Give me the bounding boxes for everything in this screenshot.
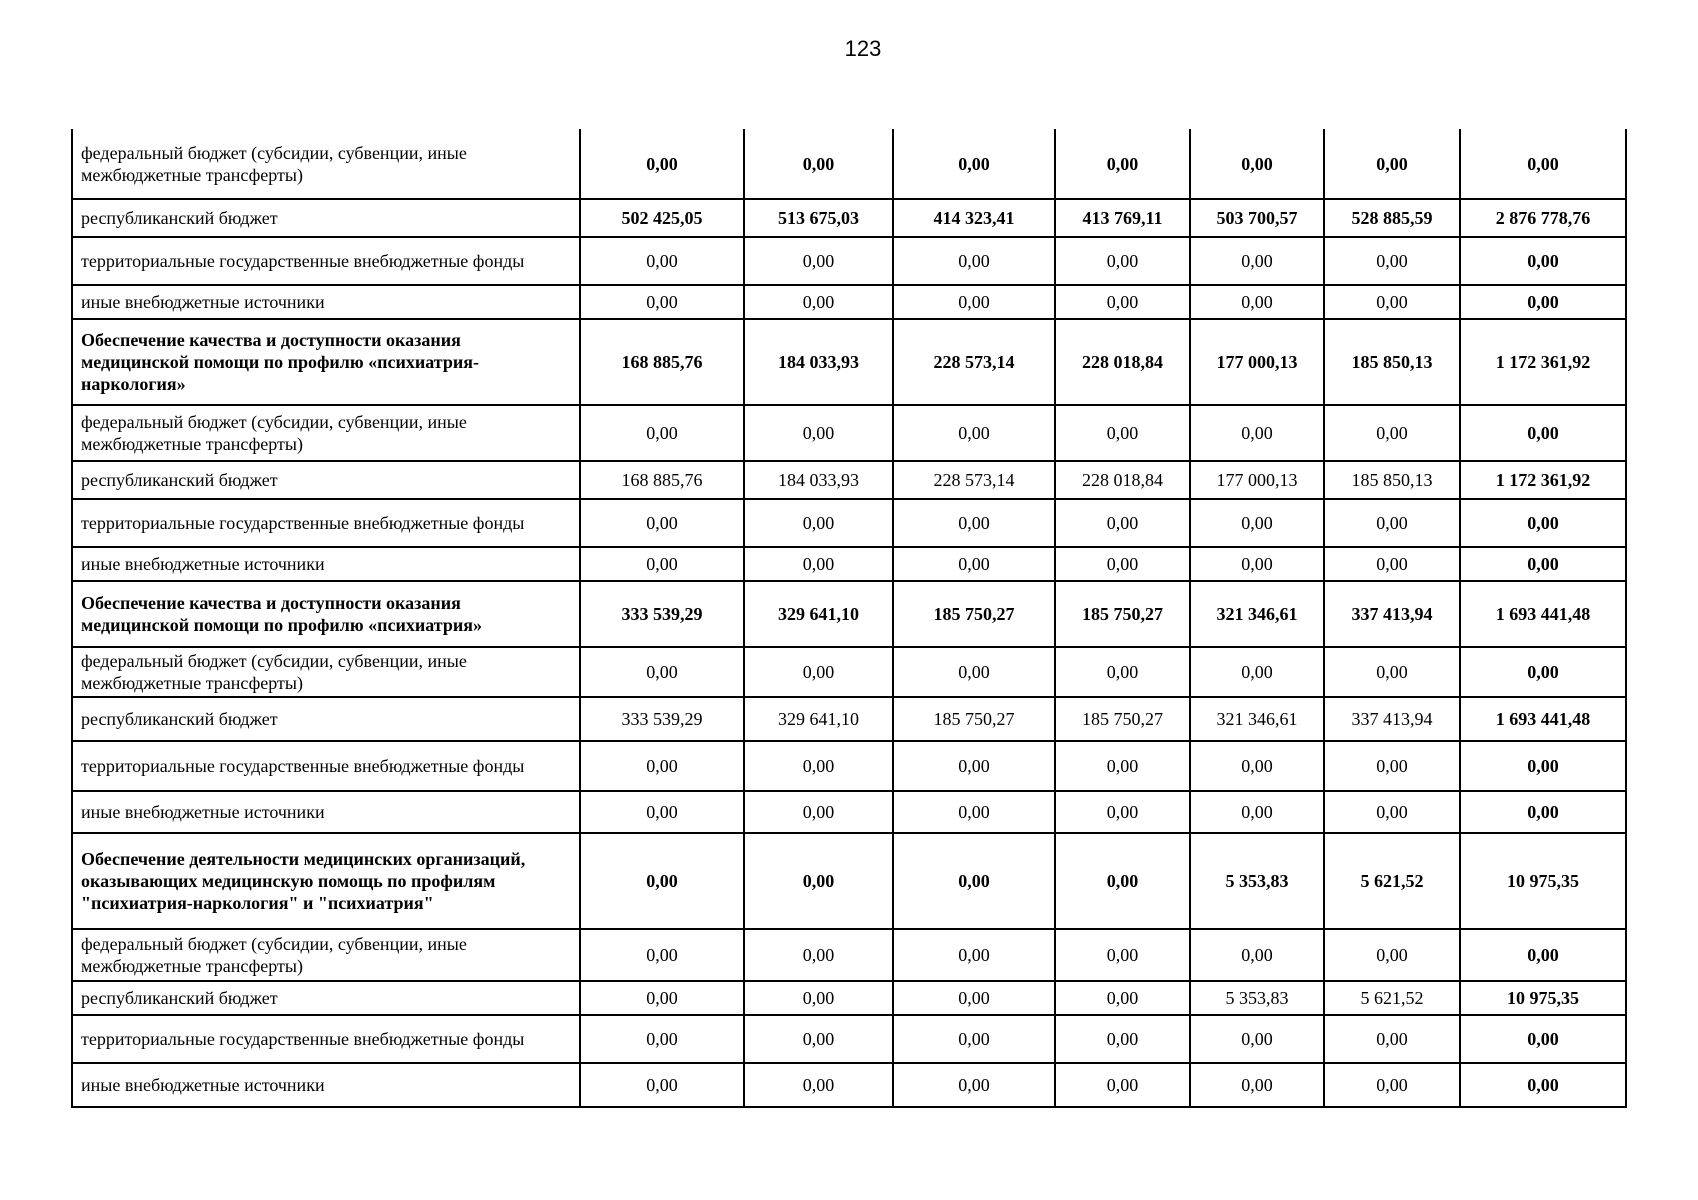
- value-cell-3: 0,00: [893, 285, 1055, 319]
- total-cell: 0,00: [1460, 129, 1626, 199]
- row-label: иные внебюджетные источники: [72, 1063, 580, 1107]
- value-cell-3: 0,00: [893, 547, 1055, 581]
- table-row: [72, 547, 1626, 581]
- page-number: 123: [844, 36, 882, 61]
- value-cell-1: 333 539,29: [580, 581, 744, 647]
- total-cell: 1 172 361,92: [1460, 319, 1626, 405]
- value-cell-2: 0,00: [744, 547, 893, 581]
- total-cell: 1 693 441,48: [1460, 697, 1626, 741]
- section-heading-row: [72, 833, 1626, 929]
- value-cell-4: 0,00: [1055, 741, 1190, 791]
- value-cell-2: 0,00: [744, 647, 893, 697]
- value-cell-6: 5 621,52: [1324, 981, 1460, 1015]
- value-cell-2: 0,00: [744, 929, 893, 981]
- total-cell: 0,00: [1460, 741, 1626, 791]
- value-cell-2: 0,00: [744, 1015, 893, 1063]
- row-label: территориальные государственные внебюджетные фонды: [72, 741, 580, 791]
- value-cell-6: 185 850,13: [1324, 319, 1460, 405]
- section-heading-row: [72, 319, 1626, 405]
- total-cell: 0,00: [1460, 285, 1626, 319]
- row-label: республиканский бюджет: [72, 981, 580, 1015]
- value-cell-5: 0,00: [1190, 405, 1324, 461]
- value-cell-6: 0,00: [1324, 405, 1460, 461]
- value-cell-5: 0,00: [1190, 547, 1324, 581]
- value-cell-2: 0,00: [744, 1063, 893, 1107]
- total-cell: 0,00: [1460, 237, 1626, 285]
- value-cell-4: 0,00: [1055, 1063, 1190, 1107]
- value-cell-4: 0,00: [1055, 1015, 1190, 1063]
- value-cell-6: 0,00: [1324, 499, 1460, 547]
- value-cell-1: 168 885,76: [580, 319, 744, 405]
- total-cell: 0,00: [1460, 791, 1626, 833]
- row-label: федеральный бюджет (субсидии, субвенции, иные межбюджетные трансферты): [72, 405, 580, 461]
- value-cell-4: 0,00: [1055, 499, 1190, 547]
- value-cell-3: 0,00: [893, 833, 1055, 929]
- table-row: [72, 499, 1626, 547]
- value-cell-5: 0,00: [1190, 1015, 1324, 1063]
- total-cell: 10 975,35: [1460, 981, 1626, 1015]
- value-cell-5: 0,00: [1190, 647, 1324, 697]
- table-row: [72, 741, 1626, 791]
- row-label: федеральный бюджет (субсидии, субвенции, иные межбюджетные трансферты): [72, 929, 580, 981]
- row-label: федеральный бюджет (субсидии, субвенции, иные межбюджетные трансферты): [72, 647, 580, 697]
- value-cell-3: 0,00: [893, 499, 1055, 547]
- row-label: республиканский бюджет: [72, 461, 580, 499]
- table-row: [72, 929, 1626, 981]
- total-cell: 0,00: [1460, 547, 1626, 581]
- value-cell-4: 0,00: [1055, 791, 1190, 833]
- value-cell-4: 185 750,27: [1055, 697, 1190, 741]
- table-row: [72, 405, 1626, 461]
- table-row: [72, 237, 1626, 285]
- value-cell-4: 0,00: [1055, 929, 1190, 981]
- row-label: федеральный бюджет (субсидии, субвенции, иные межбюджетные трансферты): [72, 129, 580, 199]
- value-cell-4: 228 018,84: [1055, 319, 1190, 405]
- value-cell-1: 0,00: [580, 833, 744, 929]
- value-cell-3: 0,00: [893, 647, 1055, 697]
- total-cell: 1 693 441,48: [1460, 581, 1626, 647]
- value-cell-3: 185 750,27: [893, 581, 1055, 647]
- total-cell: 0,00: [1460, 405, 1626, 461]
- value-cell-1: 168 885,76: [580, 461, 744, 499]
- row-label: Обеспечение деятельности медицинских организаций, оказывающих медицинскую помощь по профилям "психиатрия-наркология" и "психиатрия": [72, 833, 580, 929]
- total-cell: 0,00: [1460, 1063, 1626, 1107]
- value-cell-5: 5 353,83: [1190, 981, 1324, 1015]
- value-cell-1: 0,00: [580, 285, 744, 319]
- table-row: [72, 1063, 1626, 1107]
- value-cell-5: 0,00: [1190, 237, 1324, 285]
- total-cell: 2 876 778,76: [1460, 199, 1626, 237]
- row-label: территориальные государственные внебюджетные фонды: [72, 499, 580, 547]
- value-cell-6: 0,00: [1324, 1015, 1460, 1063]
- value-cell-2: 0,00: [744, 129, 893, 199]
- table-row: [72, 981, 1626, 1015]
- value-cell-5: 0,00: [1190, 129, 1324, 199]
- value-cell-4: 413 769,11: [1055, 199, 1190, 237]
- table-row: [72, 791, 1626, 833]
- value-cell-3: 0,00: [893, 1063, 1055, 1107]
- table-row: [72, 129, 1626, 199]
- value-cell-4: 0,00: [1055, 981, 1190, 1015]
- value-cell-3: 228 573,14: [893, 319, 1055, 405]
- value-cell-6: 0,00: [1324, 547, 1460, 581]
- row-label: Обеспечение качества и доступности оказания медицинской помощи по профилю «психиатрия-наркология»: [72, 319, 580, 405]
- value-cell-2: 0,00: [744, 981, 893, 1015]
- value-cell-6: 337 413,94: [1324, 697, 1460, 741]
- value-cell-2: 184 033,93: [744, 319, 893, 405]
- value-cell-6: 0,00: [1324, 791, 1460, 833]
- value-cell-3: 414 323,41: [893, 199, 1055, 237]
- value-cell-2: 0,00: [744, 833, 893, 929]
- value-cell-4: 228 018,84: [1055, 461, 1190, 499]
- value-cell-5: 177 000,13: [1190, 461, 1324, 499]
- row-label: Обеспечение качества и доступности оказания медицинской помощи по профилю «психиатрия»: [72, 581, 580, 647]
- table-row: [72, 1015, 1626, 1063]
- row-label: республиканский бюджет: [72, 697, 580, 741]
- value-cell-3: 0,00: [893, 741, 1055, 791]
- value-cell-6: 0,00: [1324, 1063, 1460, 1107]
- value-cell-5: 0,00: [1190, 791, 1324, 833]
- value-cell-5: 177 000,13: [1190, 319, 1324, 405]
- value-cell-3: 0,00: [893, 237, 1055, 285]
- value-cell-1: 0,00: [580, 647, 744, 697]
- value-cell-6: 0,00: [1324, 647, 1460, 697]
- value-cell-5: 0,00: [1190, 499, 1324, 547]
- value-cell-6: 0,00: [1324, 741, 1460, 791]
- value-cell-3: 0,00: [893, 981, 1055, 1015]
- value-cell-1: 0,00: [580, 741, 744, 791]
- value-cell-1: 0,00: [580, 547, 744, 581]
- value-cell-2: 0,00: [744, 285, 893, 319]
- value-cell-1: 0,00: [580, 791, 744, 833]
- value-cell-2: 0,00: [744, 741, 893, 791]
- table-row: [72, 461, 1626, 499]
- value-cell-2: 0,00: [744, 405, 893, 461]
- row-label: иные внебюджетные источники: [72, 791, 580, 833]
- value-cell-2: 329 641,10: [744, 581, 893, 647]
- value-cell-4: 0,00: [1055, 237, 1190, 285]
- value-cell-6: 5 621,52: [1324, 833, 1460, 929]
- section-heading-row: [72, 581, 1626, 647]
- value-cell-1: 0,00: [580, 929, 744, 981]
- value-cell-4: 0,00: [1055, 833, 1190, 929]
- value-cell-1: 502 425,05: [580, 199, 744, 237]
- value-cell-2: 513 675,03: [744, 199, 893, 237]
- value-cell-3: 0,00: [893, 1015, 1055, 1063]
- value-cell-6: 0,00: [1324, 129, 1460, 199]
- value-cell-1: 0,00: [580, 237, 744, 285]
- value-cell-6: 185 850,13: [1324, 461, 1460, 499]
- total-cell: 0,00: [1460, 1015, 1626, 1063]
- value-cell-1: 0,00: [580, 981, 744, 1015]
- value-cell-1: 0,00: [580, 129, 744, 199]
- row-label: иные внебюджетные источники: [72, 547, 580, 581]
- value-cell-3: 0,00: [893, 929, 1055, 981]
- row-label: территориальные государственные внебюджетные фонды: [72, 237, 580, 285]
- value-cell-1: 0,00: [580, 405, 744, 461]
- value-cell-4: 0,00: [1055, 647, 1190, 697]
- table-row: [72, 199, 1626, 237]
- value-cell-1: 0,00: [580, 1015, 744, 1063]
- budget-table-body: [72, 129, 1626, 1107]
- value-cell-2: 0,00: [744, 791, 893, 833]
- table-row: [72, 647, 1626, 697]
- value-cell-4: 0,00: [1055, 547, 1190, 581]
- value-cell-4: 0,00: [1055, 129, 1190, 199]
- value-cell-6: 0,00: [1324, 237, 1460, 285]
- row-label: иные внебюджетные источники: [72, 285, 580, 319]
- value-cell-3: 0,00: [893, 405, 1055, 461]
- value-cell-3: 185 750,27: [893, 697, 1055, 741]
- value-cell-4: 185 750,27: [1055, 581, 1190, 647]
- value-cell-5: 0,00: [1190, 741, 1324, 791]
- row-label: территориальные государственные внебюджетные фонды: [72, 1015, 580, 1063]
- value-cell-1: 0,00: [580, 499, 744, 547]
- table-row: [72, 285, 1626, 319]
- value-cell-5: 0,00: [1190, 285, 1324, 319]
- value-cell-5: 5 353,83: [1190, 833, 1324, 929]
- total-cell: 1 172 361,92: [1460, 461, 1626, 499]
- value-cell-5: 0,00: [1190, 929, 1324, 981]
- value-cell-1: 333 539,29: [580, 697, 744, 741]
- budget-table: [71, 129, 1627, 1108]
- value-cell-3: 0,00: [893, 129, 1055, 199]
- value-cell-1: 0,00: [580, 1063, 744, 1107]
- total-cell: 10 975,35: [1460, 833, 1626, 929]
- value-cell-6: 337 413,94: [1324, 581, 1460, 647]
- value-cell-6: 0,00: [1324, 929, 1460, 981]
- value-cell-3: 0,00: [893, 791, 1055, 833]
- value-cell-6: 528 885,59: [1324, 199, 1460, 237]
- value-cell-6: 0,00: [1324, 285, 1460, 319]
- value-cell-2: 0,00: [744, 499, 893, 547]
- table-row: [72, 697, 1626, 741]
- value-cell-3: 228 573,14: [893, 461, 1055, 499]
- row-label: республиканский бюджет: [72, 199, 580, 237]
- total-cell: 0,00: [1460, 929, 1626, 981]
- value-cell-5: 503 700,57: [1190, 199, 1324, 237]
- value-cell-2: 0,00: [744, 237, 893, 285]
- value-cell-5: 321 346,61: [1190, 697, 1324, 741]
- value-cell-2: 329 641,10: [744, 697, 893, 741]
- value-cell-5: 321 346,61: [1190, 581, 1324, 647]
- total-cell: 0,00: [1460, 499, 1626, 547]
- value-cell-4: 0,00: [1055, 405, 1190, 461]
- value-cell-2: 184 033,93: [744, 461, 893, 499]
- value-cell-5: 0,00: [1190, 1063, 1324, 1107]
- value-cell-4: 0,00: [1055, 285, 1190, 319]
- total-cell: 0,00: [1460, 647, 1626, 697]
